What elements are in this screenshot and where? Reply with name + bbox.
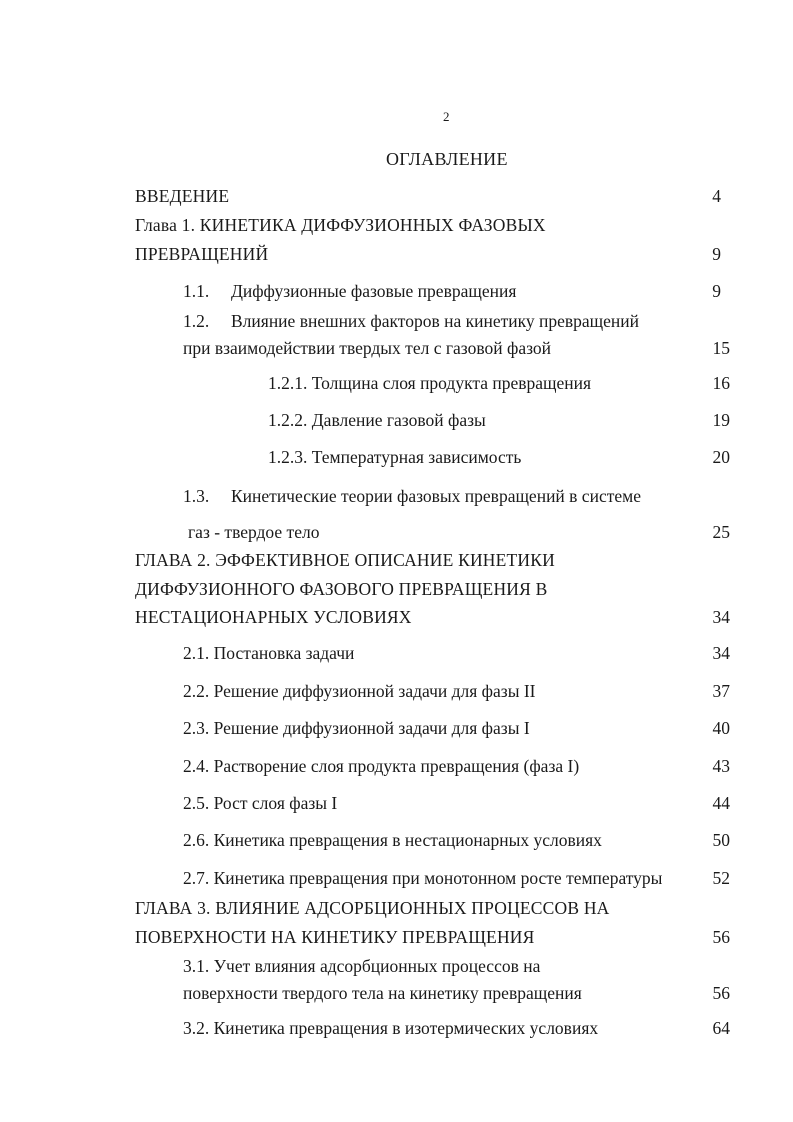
toc-entry-chapter-2-cont-1: ДИФФУЗИОННОГО ФАЗОВОГО ПРЕВРАЩЕНИЯ В <box>135 579 548 599</box>
toc-entry-2-3: 2.3. Решение диффузионной задачи для фазы I <box>183 718 530 738</box>
page-number: 2 <box>443 109 450 124</box>
toc-entry-1-2-3: 1.2.3. Температурная зависимость <box>268 447 522 467</box>
toc-num-1-3: 1.3. <box>183 486 210 506</box>
toc-page-1-2: 15 <box>712 338 730 358</box>
toc-page-3-1: 56 <box>712 983 730 1003</box>
toc-entry-1-2: Влияние внешних факторов на кинетику превращений <box>231 311 640 331</box>
toc-page-1-3: 25 <box>712 522 730 542</box>
toc-entry-1-3: Кинетические теории фазовых превращений в системе <box>231 486 641 506</box>
toc-page-2-3: 40 <box>712 718 730 738</box>
toc-entry-1-1: Диффузионные фазовые превращения <box>231 281 517 301</box>
toc-entry-introduction: ВВЕДЕНИЕ <box>135 186 230 206</box>
toc-page-introduction: 4 <box>712 186 721 206</box>
toc-page-chapter-3: 56 <box>712 927 730 947</box>
toc-page-2-7: 52 <box>712 868 730 888</box>
page-title: ОГЛАВЛЕНИЕ <box>386 149 508 169</box>
toc-page-1-1: 9 <box>712 281 721 301</box>
toc-entry-1-3-cont: газ - твердое тело <box>188 522 320 542</box>
toc-entry-chapter-3: ГЛАВА 3. ВЛИЯНИЕ АДСОРБЦИОННЫХ ПРОЦЕССОВ НА <box>135 898 610 918</box>
toc-entry-2-2: 2.2. Решение диффузионной задачи для фазы II <box>183 681 536 701</box>
toc-entry-2-7: 2.7. Кинетика превращения при монотонном росте температуры <box>183 868 663 888</box>
toc-page-chapter-1: 9 <box>712 244 721 264</box>
toc-num-1-1: 1.1. <box>183 281 210 301</box>
toc-entry-1-2-2: 1.2.2. Давление газовой фазы <box>268 410 486 430</box>
toc-entry-3-2: 3.2. Кинетика превращения в изотермических условиях <box>183 1018 599 1038</box>
toc-entry-2-1: 2.1. Постановка задачи <box>183 643 355 663</box>
toc-page-1-2-2: 19 <box>712 410 730 430</box>
toc-entry-3-1: 3.1. Учет влияния адсорбционных процессов на <box>183 956 541 976</box>
toc-page-2-6: 50 <box>712 830 730 850</box>
toc-entry-1-2-1: 1.2.1. Толщина слоя продукта превращения <box>268 373 592 393</box>
toc-page-1-2-3: 20 <box>712 447 730 467</box>
toc-page-2-2: 37 <box>712 681 730 701</box>
toc-page-3-2: 64 <box>712 1018 730 1038</box>
toc-page-2-1: 34 <box>712 643 730 663</box>
toc-entry-chapter-1: Глава 1. КИНЕТИКА ДИФФУЗИОННЫХ ФАЗОВЫХ <box>135 215 546 235</box>
toc-entry-chapter-2: ГЛАВА 2. ЭФФЕКТИВНОЕ ОПИСАНИЕ КИНЕТИКИ <box>135 550 555 570</box>
toc-entry-2-5: 2.5. Рост слоя фазы I <box>183 793 338 813</box>
toc-entry-chapter-1-cont: ПРЕВРАЩЕНИЙ <box>135 244 269 264</box>
toc-page-2-4: 43 <box>712 756 730 776</box>
toc-page-1-2-1: 16 <box>712 373 730 393</box>
toc-entry-chapter-3-cont: ПОВЕРХНОСТИ НА КИНЕТИКУ ПРЕВРАЩЕНИЯ <box>135 927 535 947</box>
toc-entry-3-1-cont: поверхности твердого тела на кинетику превращения <box>183 983 582 1003</box>
toc-entry-chapter-2-cont-2: НЕСТАЦИОНАРНЫХ УСЛОВИЯХ <box>135 607 412 627</box>
toc-page-2-5: 44 <box>712 793 730 813</box>
toc-entry-1-2-cont: при взаимодействии твердых тел с газовой фазой <box>183 338 552 358</box>
toc-entry-2-4: 2.4. Растворение слоя продукта превращения (фаза I) <box>183 756 580 776</box>
toc-page-chapter-2: 34 <box>712 607 730 627</box>
toc-entry-2-6: 2.6. Кинетика превращения в нестационарных условиях <box>183 830 602 850</box>
toc-num-1-2: 1.2. <box>183 311 210 331</box>
